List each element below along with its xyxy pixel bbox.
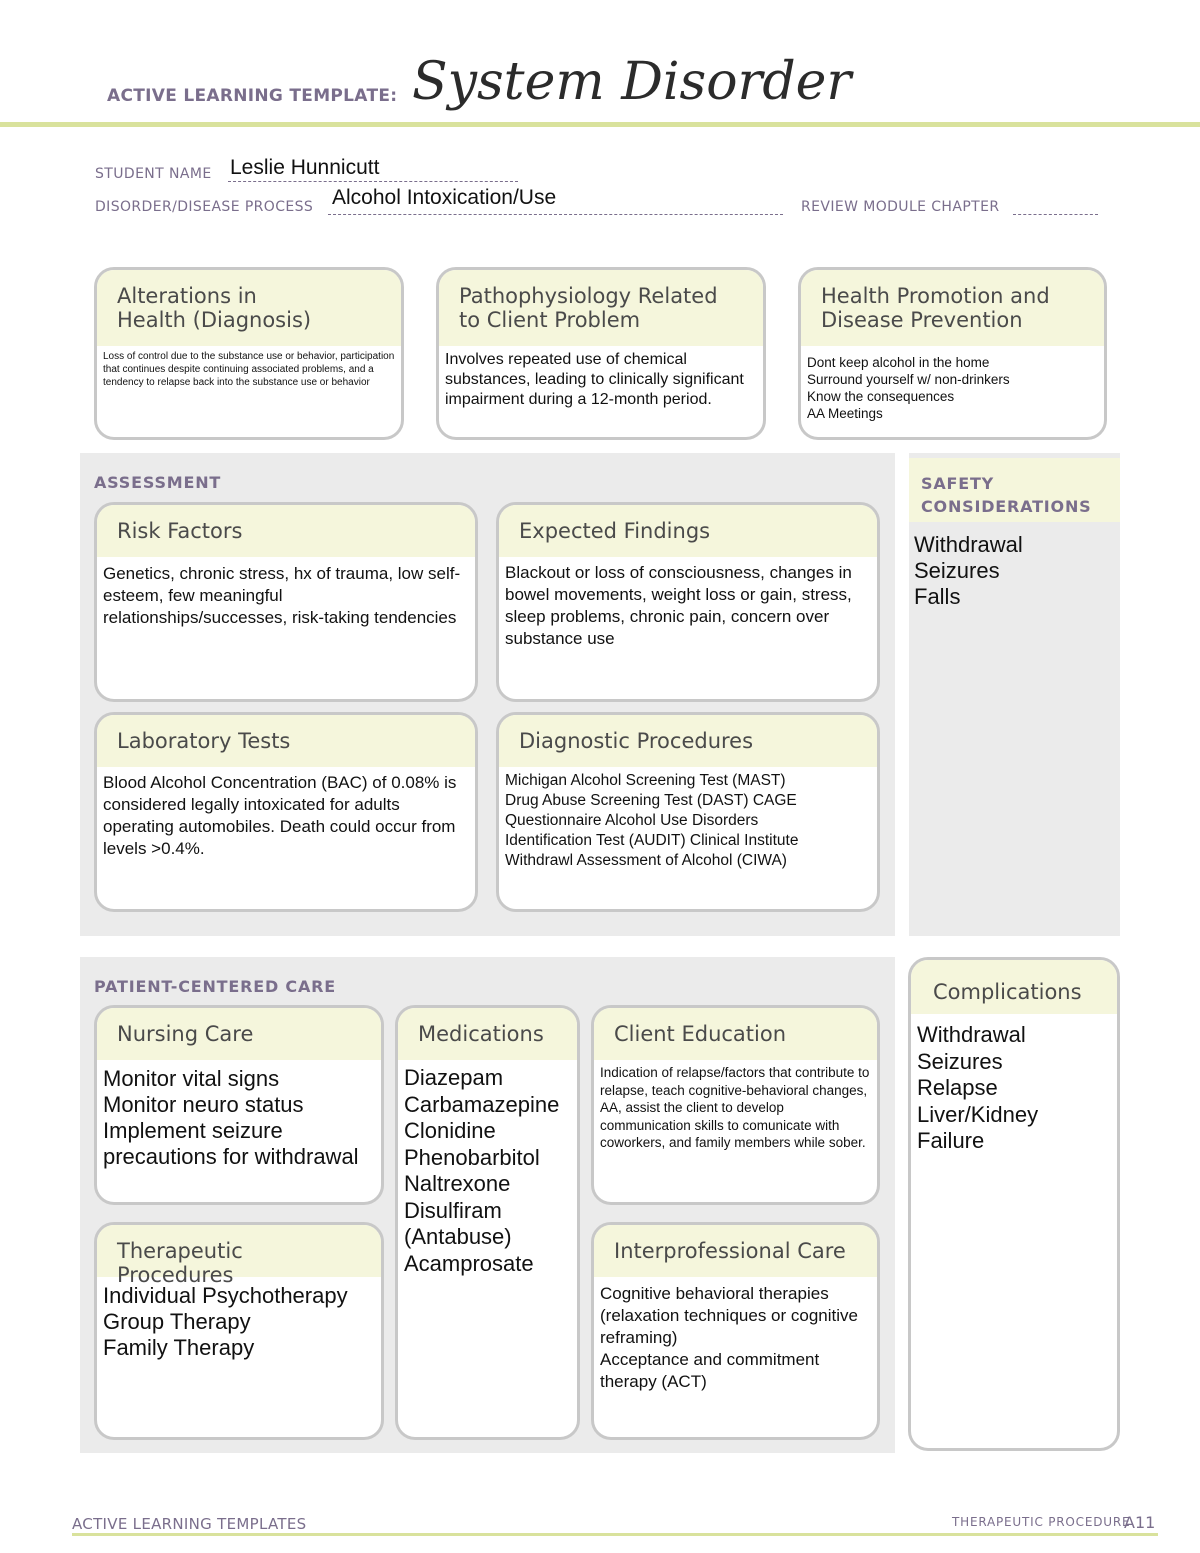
alterations-text[interactable]: Loss of control due to the substance use or behavior, participation that continues despite continuing associated problems, and a tendency to relapse back into the substance use or behavior <box>103 351 395 388</box>
medications-title: Medications <box>398 1008 577 1060</box>
expected-findings-box <box>496 502 880 702</box>
client-education-text[interactable]: Indication of relapse/factors that contribute to relapse, teach cognitive-behavioral changes, AA, assist the client to develop communication skills to comunicate with coworkers, and family members while sober. <box>600 1065 870 1150</box>
interprofessional-care-title: Interprofessional Care <box>594 1225 877 1277</box>
assessment-label: ASSESSMENT <box>94 473 222 492</box>
header-rule <box>0 122 1200 127</box>
laboratory-tests-text[interactable]: Blood Alcohol Concentration (BAC) of 0.08% is considered legally intoxicated for adults operating automobiles. Death could occur from levels >0.4%. <box>103 773 457 858</box>
footer-right-label: THERAPEUTIC PROCEDURE <box>952 1515 1131 1529</box>
health-promotion-text[interactable]: Dont keep alcohol in the home Surround yourself w/ non-drinkers Know the consequences AA Meetings <box>807 355 1010 421</box>
student-name-line <box>228 180 518 182</box>
interprofessional-care-box <box>591 1222 880 1440</box>
safety-text[interactable]: Withdrawal Seizures Falls <box>914 532 1023 609</box>
risk-factors-box <box>94 502 478 702</box>
expected-findings-title: Expected Findings <box>499 505 877 557</box>
student-name-field[interactable]: Leslie Hunnicutt <box>230 156 380 179</box>
nursing-care-box <box>94 1005 384 1205</box>
pathophysiology-text[interactable]: Involves repeated use of chemical substances, leading to clinically significant impairment during a 12-month period. <box>445 351 744 408</box>
diagnostic-procedures-text[interactable]: Michigan Alcohol Screening Test (MAST) Drug Abuse Screening Test (DAST) CAGE Questionnaire Alcohol Use Disorders Identification Test (AUDIT) Clinical Institute Withdrawl Assessment of Alcohol (CIWA) <box>505 772 799 869</box>
disorder-label: DISORDER/DISEASE PROCESS <box>95 199 314 215</box>
footer-rule <box>72 1533 1158 1536</box>
risk-factors-title: Risk Factors <box>97 505 475 557</box>
health-promotion-title: Health Promotion and Disease Prevention <box>801 270 1104 346</box>
review-module-field[interactable] <box>1013 213 1098 215</box>
template-title: System Disorder <box>412 52 852 112</box>
page-number: A11 <box>1124 1513 1156 1532</box>
diagnostic-procedures-box <box>496 712 880 912</box>
medications-box <box>395 1005 580 1440</box>
alterations-box <box>94 267 404 440</box>
patient-care-label: PATIENT-CENTERED CARE <box>94 977 336 996</box>
nursing-care-title: Nursing Care <box>97 1008 381 1060</box>
student-name-label: STUDENT NAME <box>95 166 212 182</box>
pathophysiology-title: Pathophysiology Related to Client Problem <box>439 270 763 346</box>
complications-box <box>908 957 1120 1451</box>
laboratory-tests-title: Laboratory Tests <box>97 715 475 767</box>
interprofessional-care-text[interactable]: Cognitive behavioral therapies (relaxation techniques or cognitive reframing) Acceptance and commitment therapy (ACT) <box>600 1284 858 1391</box>
safety-title: SAFETY CONSIDERATIONS <box>909 458 1120 522</box>
medications-text[interactable]: Diazepam Carbamazepine Clonidine Phenobarbitol Naltrexone Disulfiram (Antabuse) Acamprosate <box>404 1065 560 1276</box>
safety-panel <box>909 453 1120 936</box>
complications-title: Complications <box>911 960 1117 1014</box>
alterations-title: Alterations in Health (Diagnosis) <box>97 270 401 346</box>
disorder-field[interactable]: Alcohol Intoxication/Use <box>332 186 557 209</box>
nursing-care-text[interactable]: Monitor vital signs Monitor neuro status Implement seizure precautions for withdrawal <box>103 1066 359 1169</box>
health-promotion-box <box>798 267 1107 440</box>
pathophysiology-box <box>436 267 766 440</box>
therapeutic-procedures-text[interactable]: Individual Psychotherapy Group Therapy Family Therapy <box>103 1283 348 1360</box>
therapeutic-procedures-box <box>94 1222 384 1440</box>
template-label: ACTIVE LEARNING TEMPLATE: <box>107 86 398 106</box>
expected-findings-text[interactable]: Blackout or loss of consciousness, changes in bowel movements, weight loss or gain, stress, sleep problems, chronic pain, concern over substance use <box>505 563 852 648</box>
diagnostic-procedures-title: Diagnostic Procedures <box>499 715 877 767</box>
disorder-line <box>328 213 783 215</box>
footer-left-label: ACTIVE LEARNING TEMPLATES <box>72 1515 307 1533</box>
client-education-title: Client Education <box>594 1008 877 1060</box>
client-education-box <box>591 1005 880 1205</box>
complications-text[interactable]: Withdrawal Seizures Relapse Liver/Kidney Failure <box>917 1022 1039 1153</box>
therapeutic-procedures-title: Therapeutic Procedures <box>97 1225 381 1277</box>
risk-factors-text[interactable]: Genetics, chronic stress, hx of trauma, low self-esteem, few meaningful relationships/successes, risk-taking tendencies <box>103 564 461 627</box>
review-module-label: REVIEW MODULE CHAPTER <box>801 199 1000 215</box>
laboratory-tests-box <box>94 712 478 912</box>
